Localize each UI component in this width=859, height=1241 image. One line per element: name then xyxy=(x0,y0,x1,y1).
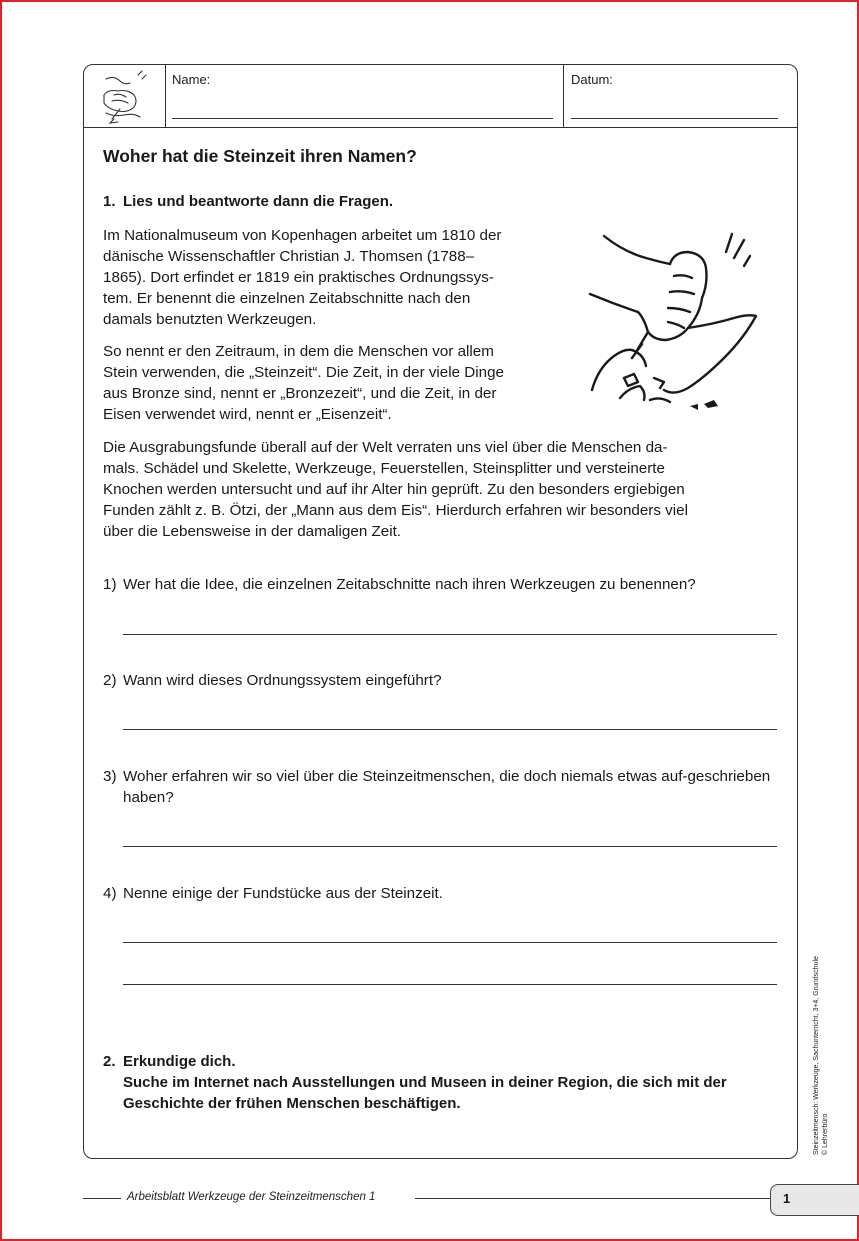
name-field-cell xyxy=(165,65,564,127)
question-number: 1) xyxy=(103,576,117,593)
task-1-number: 1. xyxy=(103,193,116,210)
answer-line-3[interactable] xyxy=(123,846,777,847)
paragraph-2-line: Stein verwenden, die „Steinzeit“. Die Zeit, in der viele Dinge xyxy=(103,364,504,381)
worksheet-header xyxy=(84,65,797,128)
paragraph-1-line: damals benutzten Werkzeugen. xyxy=(103,311,317,328)
question-number: 4) xyxy=(103,885,117,902)
footer-rule-left xyxy=(83,1198,121,1199)
paragraph-1-line: tem. Er benennt die einzelnen Zeitabschnitte nach den xyxy=(103,290,471,307)
paragraph-3-line: über die Lebensweise in der damaligen Zeit. xyxy=(103,523,402,540)
worksheet-title: Woher hat die Steinzeit ihren Namen? xyxy=(103,146,417,166)
page-number: 1 xyxy=(783,1191,791,1206)
task-2-text: Suche im Internet nach Ausstellungen und Museen in deiner Region, die sich mit der Geschichte der frühen Menschen beschäftigen. xyxy=(123,1074,727,1112)
side-credit-line-2: © Lehrerbüro xyxy=(822,1113,829,1155)
footer-text: Arbeitsblatt Werkzeuge der Steinzeitmenschen 1 xyxy=(127,1191,376,1203)
paragraph-3 xyxy=(103,437,793,542)
paragraph-1-line: dänische Wissenschaftler Christian J. Thomsen (1788– xyxy=(103,248,475,265)
paragraph-3-line: Die Ausgrabungsfunde überall auf der Welt verraten uns viel über die Menschen da- xyxy=(103,439,668,456)
paragraph-2-line: So nennt er den Zeitraum, in dem die Menschen vor allem xyxy=(103,343,494,360)
side-credit xyxy=(812,956,830,1155)
answer-line-2[interactable] xyxy=(123,729,777,730)
task-1-heading xyxy=(103,193,393,210)
paragraph-1-line: Im Nationalmuseum von Kopenhagen arbeitet um 1810 der xyxy=(103,227,502,244)
paragraph-2-line: Eisen verwendet wird, nennt er „Eisenzeit“. xyxy=(103,406,392,423)
footer-rule-right xyxy=(415,1198,772,1199)
side-credit-line-1: Steinzeitmensch: Werkzeuge, Sachunterricht, 3+4, Grundschule xyxy=(813,956,820,1155)
paragraph-3-line: mals. Schädel und Skelette, Werkzeuge, Feuerstellen, Steinsplitter und versteinerte xyxy=(103,460,665,477)
date-field-cell xyxy=(564,65,797,127)
hand-writing-icon xyxy=(84,65,165,127)
date-input-line[interactable] xyxy=(571,118,778,119)
answer-line-4a[interactable] xyxy=(123,942,777,943)
answer-line-1[interactable] xyxy=(123,634,777,635)
page-number-tab xyxy=(770,1184,859,1216)
task-2-number: 2. xyxy=(103,1053,116,1070)
date-label: Datum: xyxy=(571,72,613,87)
logo-cell xyxy=(84,65,166,127)
name-label: Name: xyxy=(172,72,211,87)
task-1-text: Lies und beantworte dann die Fragen. xyxy=(123,193,394,210)
paragraph-2-line: aus Bronze sind, nennt er „Bronzezeit“, und die Zeit, in der xyxy=(103,385,497,402)
name-input-line[interactable] xyxy=(172,118,553,119)
question-number: 2) xyxy=(103,672,117,689)
answer-line-4b[interactable] xyxy=(123,984,777,985)
paragraph-1 xyxy=(103,225,573,330)
question-number: 3) xyxy=(103,768,117,785)
paragraph-3-line: Knochen werden untersucht und auf ihr Alter hin geprüft. Zu den besonders ergiebigen xyxy=(103,481,685,498)
question-text: Woher erfahren wir so viel über die Steinzeitmenschen, die doch niemals etwas auf-geschrieben haben? xyxy=(123,768,771,806)
paragraph-3-line: Funden zählt z. B. Ötzi, der „Mann aus dem Eis“. Hierdurch erfahren wir besonders viel xyxy=(103,502,688,519)
paragraph-1-line: 1865). Dort erfindet er 1819 ein praktisches Ordnungssys- xyxy=(103,269,494,286)
task-2-body xyxy=(123,1051,783,1114)
question-text: Wann wird dieses Ordnungssystem eingeführt? xyxy=(123,672,442,689)
question-text: Nenne einige der Fundstücke aus der Steinzeit. xyxy=(123,885,443,902)
question-text: Wer hat die Idee, die einzelnen Zeitabschnitte nach ihren Werkzeugen zu benennen? xyxy=(123,576,696,593)
hand-chiseling-stone-illustration xyxy=(584,228,760,416)
paragraph-2 xyxy=(103,341,573,425)
task-2-heading: Erkundige dich. xyxy=(123,1053,236,1070)
